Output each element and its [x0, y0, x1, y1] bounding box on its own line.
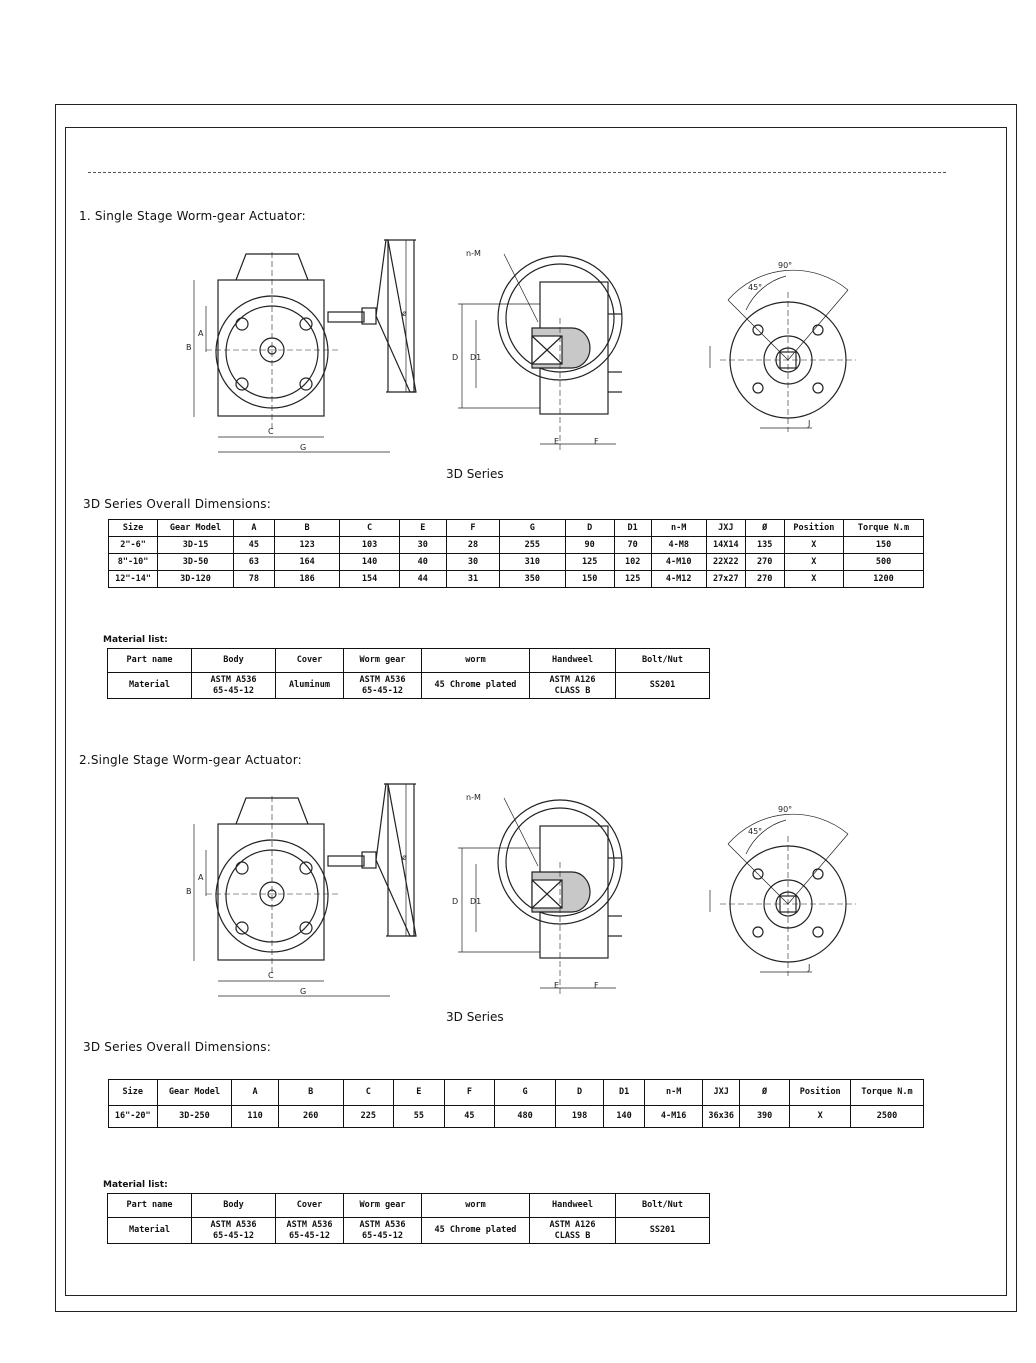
header-cell: Cover [276, 1194, 344, 1218]
table-cell: 3D-15 [158, 537, 234, 554]
table-cell: 164 [274, 554, 340, 571]
table-cell: 36x36 [703, 1106, 739, 1128]
table-cell: 225 [343, 1106, 394, 1128]
side-view [458, 798, 622, 996]
table-cell: 4-M16 [644, 1106, 703, 1128]
header-cell: C [340, 520, 399, 537]
table-cell: 45 Chrome plated [422, 673, 530, 699]
header-cell: D [555, 1080, 604, 1106]
header-cell: C [343, 1080, 394, 1106]
header-cell: Handweel [530, 1194, 616, 1218]
table-row [109, 1106, 924, 1128]
table-cell: 22X22 [706, 554, 745, 571]
header-cell: Handweel [530, 649, 616, 673]
table-cell: 90 [565, 537, 614, 554]
label-phi: ø [402, 309, 407, 318]
header-cell: Worm gear [344, 649, 422, 673]
label-E: E [554, 437, 560, 446]
header-cell: Position [790, 1080, 851, 1106]
flange-view [710, 270, 856, 432]
table-header-row [108, 649, 710, 673]
table-cell: 70 [614, 537, 651, 554]
header-cell: G [495, 1080, 556, 1106]
header-cell: n-M [651, 520, 706, 537]
header-cell: B [274, 520, 340, 537]
table-cell: 500 [844, 554, 924, 571]
table-cell: X [784, 554, 843, 571]
label-F: F [594, 437, 599, 446]
section2-dimensions-table [108, 1079, 924, 1128]
header-cell: Gear Model [158, 520, 234, 537]
header-cell: Torque N.m [851, 1080, 924, 1106]
table-cell: 3D-250 [157, 1106, 232, 1128]
table-cell: ASTM A126 CLASS B [530, 673, 616, 699]
table-cell: 44 [399, 571, 446, 588]
table-row [109, 537, 924, 554]
table-cell: 27x27 [706, 571, 745, 588]
label-G: G [300, 987, 307, 996]
front-view [194, 240, 416, 452]
table-cell: 16"-20" [109, 1106, 158, 1128]
header-cell: A [232, 1080, 279, 1106]
label-90deg: 90° [778, 805, 793, 814]
section1-title: 1. Single Stage Worm-gear Actuator: [79, 209, 306, 223]
table-cell: 30 [446, 554, 499, 571]
section2-dims-title: 3D Series Overall Dimensions: [83, 1040, 271, 1054]
table-header-row [109, 1080, 924, 1106]
header-cell: Part name [108, 1194, 192, 1218]
header-cell: n-M [644, 1080, 703, 1106]
table-cell: 55 [394, 1106, 445, 1128]
label-A: A [198, 329, 204, 338]
label-G: G [300, 443, 307, 452]
label-B: B [186, 343, 192, 352]
table-cell: 14X14 [706, 537, 745, 554]
table-cell: 28 [446, 537, 499, 554]
header-cell: Part name [108, 649, 192, 673]
table-cell: ASTM A536 65-45-12 [344, 673, 422, 699]
table-cell: 40 [399, 554, 446, 571]
header-cell: F [444, 1080, 495, 1106]
table-cell: 4-M10 [651, 554, 706, 571]
table-cell: 63 [233, 554, 274, 571]
table-cell: 12"-14" [109, 571, 158, 588]
label-E: E [554, 981, 560, 990]
label-F: F [594, 981, 599, 990]
table-row [108, 1218, 710, 1244]
header-cell: Bolt/Nut [616, 649, 710, 673]
label-90deg: 90° [778, 261, 793, 270]
table-cell: 390 [739, 1106, 790, 1128]
label-nM: n-M [466, 793, 481, 802]
table-cell: 3D-120 [158, 571, 234, 588]
table-cell: Material [108, 673, 192, 699]
table-cell: 270 [745, 571, 784, 588]
header-cell: worm [422, 1194, 530, 1218]
table-cell: 255 [500, 537, 566, 554]
label-phi: ø [402, 853, 407, 862]
header-cell: E [399, 520, 446, 537]
table-cell: 260 [278, 1106, 343, 1128]
table-cell: 140 [340, 554, 399, 571]
table-cell: X [784, 537, 843, 554]
table-cell: 4-M12 [651, 571, 706, 588]
table-cell: 102 [614, 554, 651, 571]
header-cell: G [500, 520, 566, 537]
section2-drawing [180, 776, 870, 1006]
header-cell: A [233, 520, 274, 537]
header-cell: Size [109, 520, 158, 537]
section1-dimensions-table [108, 519, 924, 588]
section1-series-caption: 3D Series [446, 467, 504, 481]
section1-material-title: Material list: [103, 635, 168, 645]
table-cell: 2"-6" [109, 537, 158, 554]
header-cell: Bolt/Nut [616, 1194, 710, 1218]
front-view [194, 784, 416, 996]
label-J: J [808, 419, 811, 428]
table-cell: 45 Chrome plated [422, 1218, 530, 1244]
table-cell: 350 [500, 571, 566, 588]
section1-material-table [107, 648, 710, 699]
header-cell: Size [109, 1080, 158, 1106]
section1-dims-title: 3D Series Overall Dimensions: [83, 497, 271, 511]
header-cell: B [278, 1080, 343, 1106]
label-D1: D1 [470, 897, 482, 906]
label-B: B [186, 887, 192, 896]
table-cell: 150 [565, 571, 614, 588]
table-cell: SS201 [616, 673, 710, 699]
section2-title: 2.Single Stage Worm-gear Actuator: [79, 753, 302, 767]
table-row [109, 571, 924, 588]
header-cell: Position [784, 520, 843, 537]
table-cell: 31 [446, 571, 499, 588]
table-row [109, 554, 924, 571]
section2-material-title: Material list: [103, 1180, 168, 1190]
section2-series-caption: 3D Series [446, 1010, 504, 1024]
table-cell: 186 [274, 571, 340, 588]
header-cell: JXJ [703, 1080, 739, 1106]
table-cell: 480 [495, 1106, 556, 1128]
header-cell: Torque N.m [844, 520, 924, 537]
label-C: C [268, 971, 274, 980]
flange-view [710, 814, 856, 976]
header-cell: worm [422, 649, 530, 673]
label-45deg: 45° [748, 827, 763, 836]
table-cell: 103 [340, 537, 399, 554]
table-header-row [109, 520, 924, 537]
table-cell: 78 [233, 571, 274, 588]
table-cell: ASTM A536 65-45-12 [192, 673, 276, 699]
header-cell: Worm gear [344, 1194, 422, 1218]
table-cell: ASTM A536 65-45-12 [192, 1218, 276, 1244]
table-cell: 125 [614, 571, 651, 588]
header-cell: E [394, 1080, 445, 1106]
header-cell: Ø [739, 1080, 790, 1106]
table-cell: X [790, 1106, 851, 1128]
table-cell: 4-M8 [651, 537, 706, 554]
table-cell: Aluminum [276, 673, 344, 699]
header-cell: Cover [276, 649, 344, 673]
header-cell: Gear Model [157, 1080, 232, 1106]
header-cell: D [565, 520, 614, 537]
table-cell: ASTM A536 65-45-12 [276, 1218, 344, 1244]
table-cell: 45 [444, 1106, 495, 1128]
table-cell: 123 [274, 537, 340, 554]
table-cell: 1200 [844, 571, 924, 588]
label-D: D [452, 353, 459, 362]
label-J: J [808, 963, 811, 972]
label-nM: n-M [466, 249, 481, 258]
table-cell: 154 [340, 571, 399, 588]
table-cell: 135 [745, 537, 784, 554]
table-cell: 140 [604, 1106, 644, 1128]
section2-material-table [107, 1193, 710, 1244]
table-cell: 310 [500, 554, 566, 571]
section1-drawing [180, 232, 870, 462]
header-cell: Body [192, 649, 276, 673]
table-cell: 125 [565, 554, 614, 571]
label-45deg: 45° [748, 283, 763, 292]
table-cell: Material [108, 1218, 192, 1244]
table-cell: 8"-10" [109, 554, 158, 571]
label-D: D [452, 897, 459, 906]
table-cell: ASTM A126 CLASS B [530, 1218, 616, 1244]
table-cell: 150 [844, 537, 924, 554]
header-cell: Body [192, 1194, 276, 1218]
table-cell: 30 [399, 537, 446, 554]
header-cell: D1 [614, 520, 651, 537]
table-header-row [108, 1194, 710, 1218]
table-cell: 45 [233, 537, 274, 554]
header-divider [88, 172, 946, 173]
table-cell: 3D-50 [158, 554, 234, 571]
table-cell: ASTM A536 65-45-12 [344, 1218, 422, 1244]
table-cell: 110 [232, 1106, 279, 1128]
label-C: C [268, 427, 274, 436]
table-cell: SS201 [616, 1218, 710, 1244]
table-row [108, 673, 710, 699]
label-A: A [198, 873, 204, 882]
side-view [458, 254, 622, 452]
table-cell: 198 [555, 1106, 604, 1128]
table-cell: 270 [745, 554, 784, 571]
header-cell: D1 [604, 1080, 644, 1106]
table-cell: 2500 [851, 1106, 924, 1128]
label-D1: D1 [470, 353, 482, 362]
header-cell: JXJ [706, 520, 745, 537]
table-cell: X [784, 571, 843, 588]
header-cell: F [446, 520, 499, 537]
header-cell: Ø [745, 520, 784, 537]
